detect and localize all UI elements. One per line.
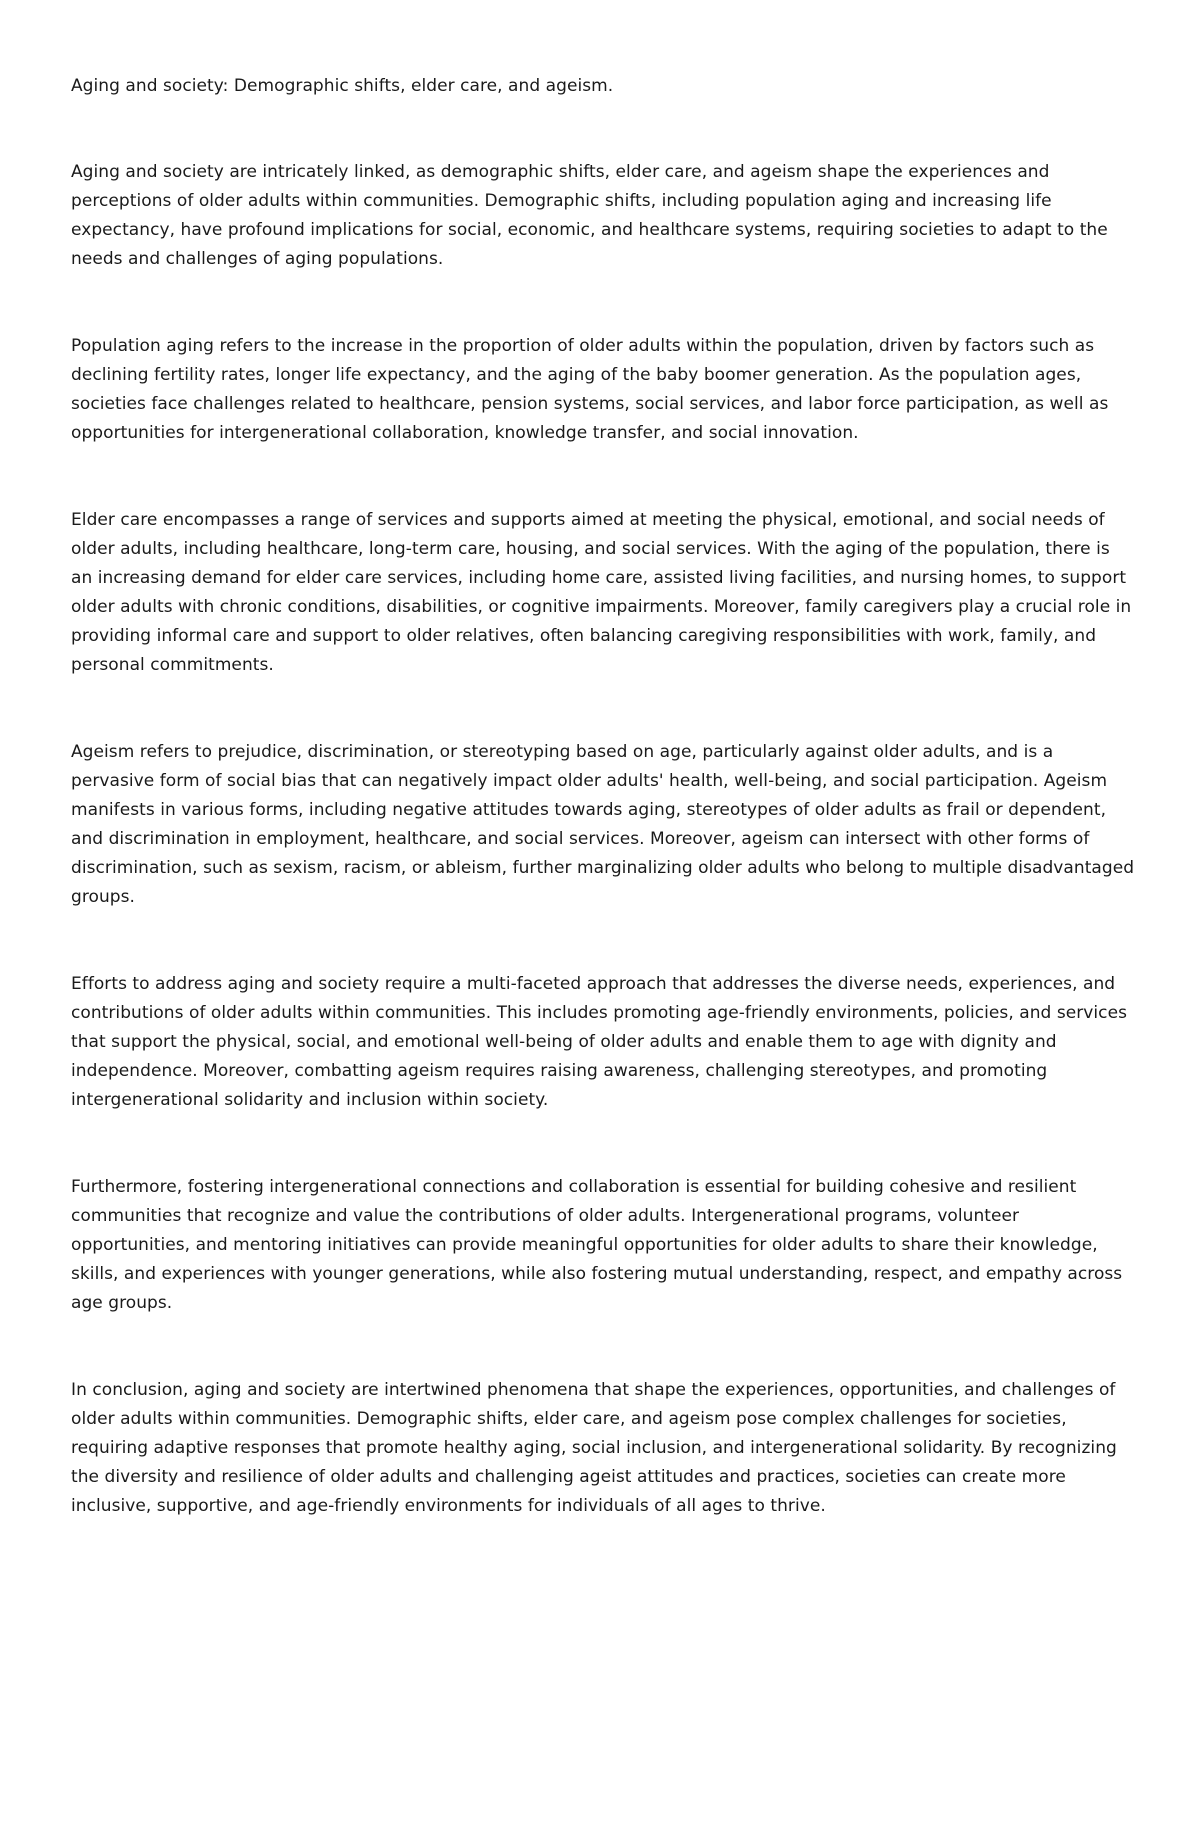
document-page [71,72,1135,1579]
paragraph-conclusion: In conclusion, aging and society are intertwined phenomena that shape the experiences, opportunities, and challenges of older adults within communities. Demographic shifts, elder care, and ageism pose complex challenges for societies, requiring adaptive responses that promote healthy aging, social inclusion, and intergenerational solidarity. By recognizing the diversity and resilience of older adults and challenging ageist attitudes and practices, societies can create more inclusive, supportive, and age-friendly environments for individuals of all ages to thrive. [71,1380,1117,1516]
paragraph-population-aging: Population aging refers to the increase in the proportion of older adults within the population, driven by factors such as declining fertility rates, longer life expectancy, and the aging of the baby boomer generation. As the population ages, societies face challenges related to healthcare, pension systems, social services, and labor force participation, as well as opportunities for intergenerational collaboration, knowledge transfer, and social innovation. [71,336,1109,443]
paragraph-intergenerational: Furthermore, fostering intergenerational connections and collaboration is essential for building cohesive and resilient communities that recognize and value the contributions of older adults. Intergenerational programs, volunteer opportunities, and mentoring initiatives can provide meaningful opportunities for older adults to share their knowledge, skills, and experiences with younger generations, while also fostering mutual understanding, respect, and empathy across age groups. [71,1177,1123,1313]
document-title: Aging and society: Demographic shifts, elder care, and ageism. [71,76,614,96]
paragraph-efforts: Efforts to address aging and society require a multi-faceted approach that addresses the diverse needs, experiences, and contributions of older adults within communities. This includes promoting age-friendly environments, policies, and services that support the physical, social, and emotional well-being of older adults and enable them to age with dignity and independence. Moreover, combatting ageism requires raising awareness, challenging stereotypes, and promoting intergenerational solidarity and inclusion within society. [71,974,1127,1110]
paragraph-intro: Aging and society are intricately linked, as demographic shifts, elder care, and ageism shape the experiences and perceptions of older adults within communities. Demographic shifts, including population aging and increasing life expectancy, have profound implications for social, economic, and healthcare systems, requiring societies to adapt to the needs and challenges of aging populations. [71,162,1108,269]
paragraph-ageism: Ageism refers to prejudice, discrimination, or stereotyping based on age, particularly against older adults, and is a pervasive form of social bias that can negatively impact older adults' health, well-being, and social participation. Ageism manifests in various forms, including negative attitudes towards aging, stereotypes of older adults as frail or dependent, and discrimination in employment, healthcare, and social services. Moreover, ageism can intersect with other forms of discrimination, such as sexism, racism, or ableism, further marginalizing older adults who belong to multiple disadvantaged groups. [71,742,1135,907]
paragraph-elder-care: Elder care encompasses a range of services and supports aimed at meeting the physical, emotional, and social needs of older adults, including healthcare, long-term care, housing, and social services. With the aging of the population, there is an increasing demand for elder care services, including home care, assisted living facilities, and nursing homes, to support older adults with chronic conditions, disabilities, or cognitive impairments. Moreover, family caregivers play a crucial role in providing informal care and support to older relatives, often balancing caregiving responsibilities with work, family, and personal commitments. [71,510,1132,675]
